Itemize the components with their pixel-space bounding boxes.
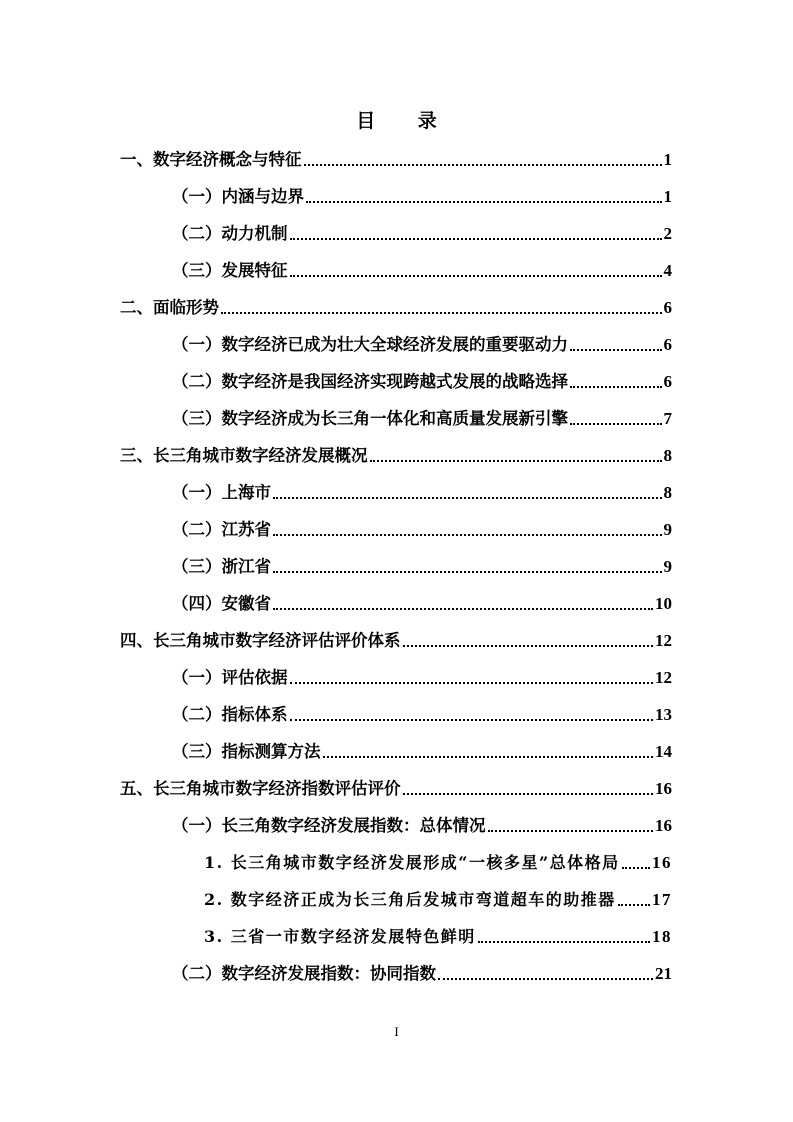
toc-entry-section-2-3[interactable] <box>172 407 672 431</box>
toc-entry-section-1[interactable] <box>120 148 672 172</box>
toc-leader-dots <box>323 756 654 758</box>
toc-entry-text: （一）长三角数字经济发展指数：总体情况 <box>172 816 486 835</box>
toc-entry-page: 6 <box>663 372 672 391</box>
toc-entry-text: （四）安徽省 <box>172 594 271 613</box>
toc-leader-dots <box>306 201 662 203</box>
toc-entry-section-2-1[interactable] <box>172 333 672 357</box>
toc-leader-dots <box>403 793 654 795</box>
toc-entry-text: 五、长三角城市数字经济指数评估评价 <box>120 779 401 798</box>
toc-leader-dots <box>570 349 662 351</box>
toc-entry-section-3-4[interactable] <box>172 592 672 616</box>
toc-entry-section-5-1-3[interactable] <box>204 925 672 949</box>
toc-entry-page: 7 <box>663 409 672 428</box>
toc-entry-text: （二）指标体系 <box>172 705 288 724</box>
toc-entry-page: 6 <box>663 335 672 354</box>
toc-entry-page: 2 <box>663 224 672 243</box>
toc-leader-dots <box>618 904 650 906</box>
toc-entry-page: 9 <box>663 557 672 576</box>
toc-entry-text: 二、面临形势 <box>120 298 219 317</box>
toc-leader-dots <box>273 497 662 499</box>
toc-entry-page: 12 <box>655 668 672 687</box>
toc-entry-section-1-3[interactable] <box>172 259 672 283</box>
toc-entry-section-2[interactable] <box>120 296 672 320</box>
toc-entry-section-3[interactable] <box>120 444 672 468</box>
toc-entry-section-3-3[interactable] <box>172 555 672 579</box>
toc-entry-section-5-2[interactable] <box>172 962 672 986</box>
toc-entry-section-1-1[interactable] <box>172 185 672 209</box>
toc-entry-page: 16 <box>655 779 672 798</box>
toc-entry-page: 21 <box>655 964 672 983</box>
toc-entry-page: 9 <box>663 520 672 539</box>
toc-leader-dots <box>570 423 662 425</box>
toc-leader-dots <box>273 534 662 536</box>
toc-leader-dots <box>570 386 662 388</box>
toc-entry-page: 16 <box>652 853 672 872</box>
toc-entry-text: 四、长三角城市数字经济评估评价体系 <box>120 631 401 650</box>
toc-leader-dots <box>290 719 654 721</box>
toc-entry-text: 3. 三省一市数字经济发展特色鲜明 <box>204 927 476 946</box>
toc-entry-text: 三、长三角城市数字经济发展概况 <box>120 446 368 465</box>
toc-leader-dots <box>221 312 662 314</box>
toc-entry-section-5-1[interactable] <box>172 814 672 838</box>
toc-entry-section-1-2[interactable] <box>172 222 672 246</box>
toc-entry-page: 13 <box>655 705 672 724</box>
toc-entry-text: （二）动力机制 <box>172 224 288 243</box>
toc-entry-page: 17 <box>652 890 672 909</box>
toc-leader-dots <box>622 867 650 869</box>
toc-leader-dots <box>290 238 662 240</box>
toc-entry-page: 8 <box>663 483 672 502</box>
toc-leader-dots <box>438 978 653 980</box>
toc-entry-text: 2. 数字经济正成为长三角后发城市弯道超车的助推器 <box>204 890 616 909</box>
toc-entry-section-4-1[interactable] <box>172 666 672 690</box>
toc-leader-dots <box>290 682 654 684</box>
toc-entry-section-5-1-1[interactable] <box>204 851 672 875</box>
toc-leader-dots <box>290 275 662 277</box>
toc-entry-text: 一、数字经济概念与特征 <box>120 150 302 169</box>
toc-title: 目 录 <box>356 110 455 132</box>
toc-entry-text: （二）数字经济发展指数：协同指数 <box>172 964 436 983</box>
toc-leader-dots <box>273 608 653 610</box>
toc-entry-text: （一）内涵与边界 <box>172 187 304 206</box>
toc-entry-page: 4 <box>663 261 672 280</box>
toc-entry-page: 1 <box>663 187 672 206</box>
toc-entry-text: 1. 长三角城市数字经济发展形成“一核多星”总体格局 <box>204 853 620 872</box>
toc-leader-dots <box>304 164 662 166</box>
toc-entry-text: （二）数字经济是我国经济实现跨越式发展的战略选择 <box>172 372 568 391</box>
toc-leader-dots <box>478 941 650 943</box>
toc-entry-text: （三）数字经济成为长三角一体化和高质量发展新引擎 <box>172 409 568 428</box>
toc-entry-section-5[interactable] <box>120 777 672 801</box>
toc-entry-page: 12 <box>655 631 672 650</box>
toc-entry-text: （一）评估依据 <box>172 668 288 687</box>
toc-entry-page: 8 <box>663 446 672 465</box>
toc-entry-section-4-3[interactable] <box>172 740 672 764</box>
toc-entry-page: 6 <box>663 298 672 317</box>
toc-entry-text: （三）浙江省 <box>172 557 271 576</box>
toc-entry-page: 16 <box>655 816 672 835</box>
toc-entry-page: 10 <box>655 594 672 613</box>
toc-entry-section-3-1[interactable] <box>172 481 672 505</box>
toc-entry-section-4[interactable] <box>120 629 672 653</box>
toc-entry-section-5-1-2[interactable] <box>204 888 672 912</box>
toc-entry-section-4-2[interactable] <box>172 703 672 727</box>
page-number: I <box>394 1024 399 1039</box>
toc-entry-page: 1 <box>663 150 672 169</box>
toc-leader-dots <box>403 645 654 647</box>
toc-entry-text: （一）数字经济已成为壮大全球经济发展的重要驱动力 <box>172 335 568 354</box>
toc-entry-text: （三）发展特征 <box>172 261 288 280</box>
toc-entry-page: 14 <box>655 742 672 761</box>
toc-entry-section-3-2[interactable] <box>172 518 672 542</box>
toc-entry-text: （二）江苏省 <box>172 520 271 539</box>
toc-leader-dots <box>488 830 654 832</box>
toc-leader-dots <box>273 571 662 573</box>
toc-entry-page: 18 <box>652 927 672 946</box>
toc-entry-section-2-2[interactable] <box>172 370 672 394</box>
toc-entry-text: （一）上海市 <box>172 483 271 502</box>
toc-leader-dots <box>370 460 662 462</box>
toc-entry-text: （三）指标测算方法 <box>172 742 321 761</box>
